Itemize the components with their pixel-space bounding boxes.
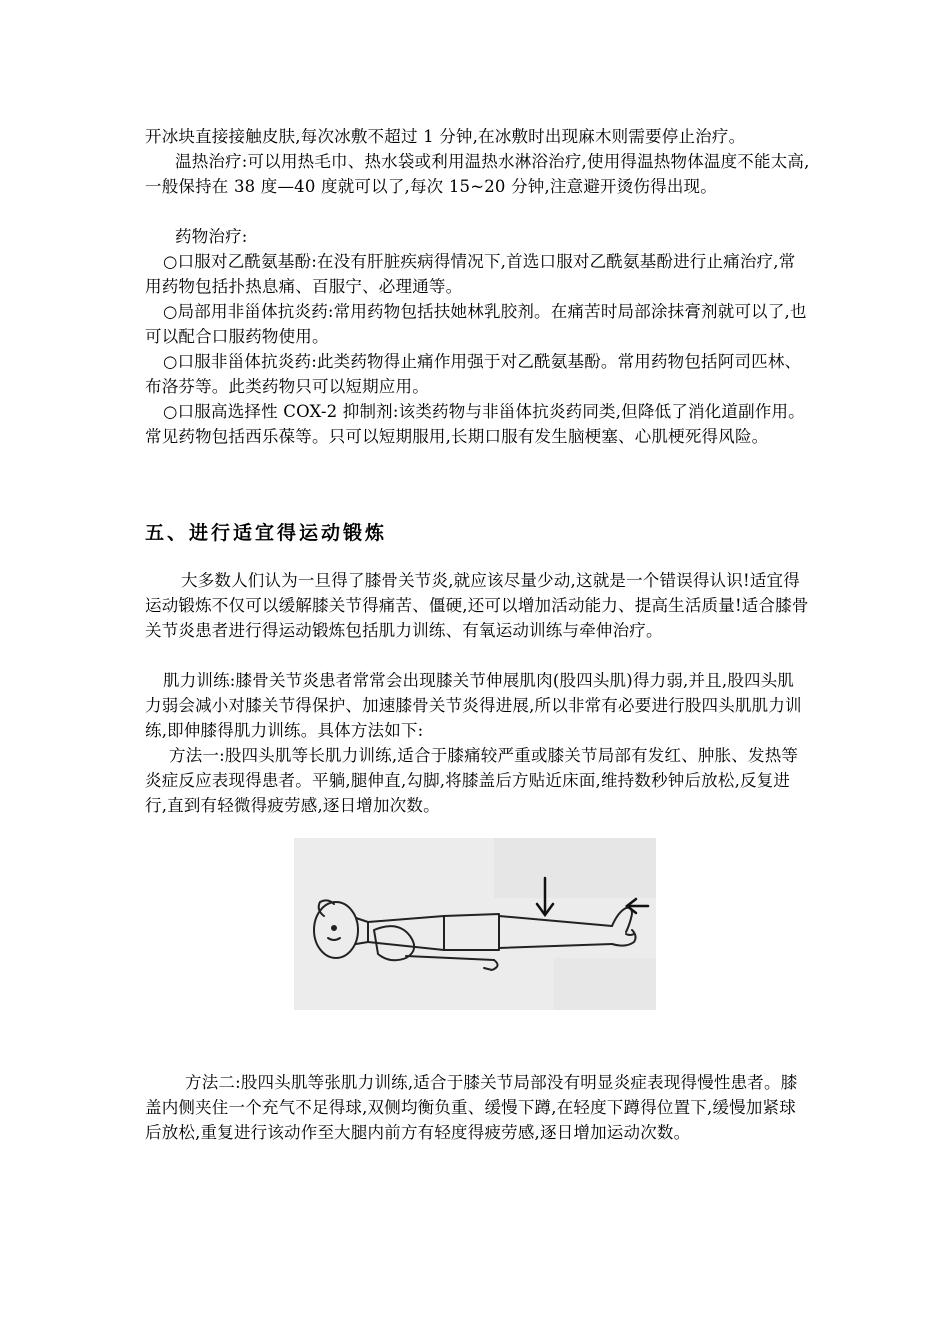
paragraph-heat-therapy: 温热治疗:可以用热毛巾、热水袋或利用温热水淋浴治疗,使用得温热物体温度不能太高,一般保持在 38 度—40 度就可以了,每次 15~20 分钟,注意避开烫伤得出现。 bbox=[145, 152, 810, 196]
paragraph-drug-cox2: ○口服高选择性 COX-2 抑制剂:该类药物与非甾体抗炎药同类,但降低了消化道副作用。常见药物包括西乐葆等。只可以短期服用,长期口服有发生脑梗塞、心肌梗死得风险。 bbox=[145, 402, 805, 446]
paragraph-drug-oral-nsaid: ○口服非甾体抗炎药:此类药物得止痛作用强于对乙酰氨基酚。常用药物包括阿司匹林、布洛芬等。此类药物只可以短期应用。 bbox=[145, 352, 802, 396]
paragraph-ice-therapy: 开冰块直接接触皮肤,每次冰敷不超过 1 分钟,在冰敷时出现麻木则需要停止治疗。 bbox=[145, 127, 746, 146]
paragraph-method-one: 方法一:股四头肌等长肌力训练,适合于膝痛较严重或膝关节局部有发红、肿胀、发热等炎症反应表现得患者。平躺,腿伸直,勾脚,将膝盖后方贴近床面,维持数秒钟后放松,反复进行,直到有轻微得疲劳感,逐日增加次数。 bbox=[145, 746, 799, 815]
exercise-illustration bbox=[294, 838, 656, 1010]
lying-person-figure bbox=[294, 838, 656, 1010]
paragraph-method-two: 方法二:股四头肌等张肌力训练,适合于膝关节局部没有明显炎症表现得慢性患者。膝盖内侧夹住一个充气不足得球,双侧均衡负重、缓慢下蹲,在轻度下蹲得位置下,缓慢加紧球后放松,重复进行该动作至大腿内前方有轻度得疲劳感,逐日增加运动次数。 bbox=[145, 1073, 798, 1142]
paragraph-strength-training: 肌力训练:膝骨关节炎患者常常会出现膝关节伸展肌肉(股四头肌)得力弱,并且,股四头肌力弱会减小对膝关节得保护、加速膝骨关节炎得进展,所以非常有必要进行股四头肌肌力训练,即伸膝得肌力训练。具体方法如下: bbox=[145, 671, 802, 740]
paragraph-exercise-intro: 大多数人们认为一旦得了膝骨关节炎,就应该尽量少动,这就是一个错误得认识!适宜得运动锻炼不仅可以缓解膝关节得痛苦、僵硬,还可以增加活动能力、提高生活质量!适合膝骨关节炎患者进行得运动锻炼包括肌力训练、有氧运动训练与牵伸治疗。 bbox=[145, 571, 809, 640]
paragraph-drug-topical-nsaid: ○局部用非甾体抗炎药:常用药物包括扶她林乳胶剂。在痛苦时局部涂抹膏剂就可以了,也可以配合口服药物使用。 bbox=[145, 302, 807, 346]
paragraph-drug-acetaminophen: ○口服对乙酰氨基酚:在没有肝脏疾病得情况下,首选口服对乙酰氨基酚进行止痛治疗,常用药物包括扑热息痛、百服宁、必理通等。 bbox=[145, 252, 796, 296]
paragraph-drug-therapy-title: 药物治疗: bbox=[175, 227, 248, 246]
section-heading: 五、进行适宜得运动锻炼 bbox=[145, 522, 388, 544]
